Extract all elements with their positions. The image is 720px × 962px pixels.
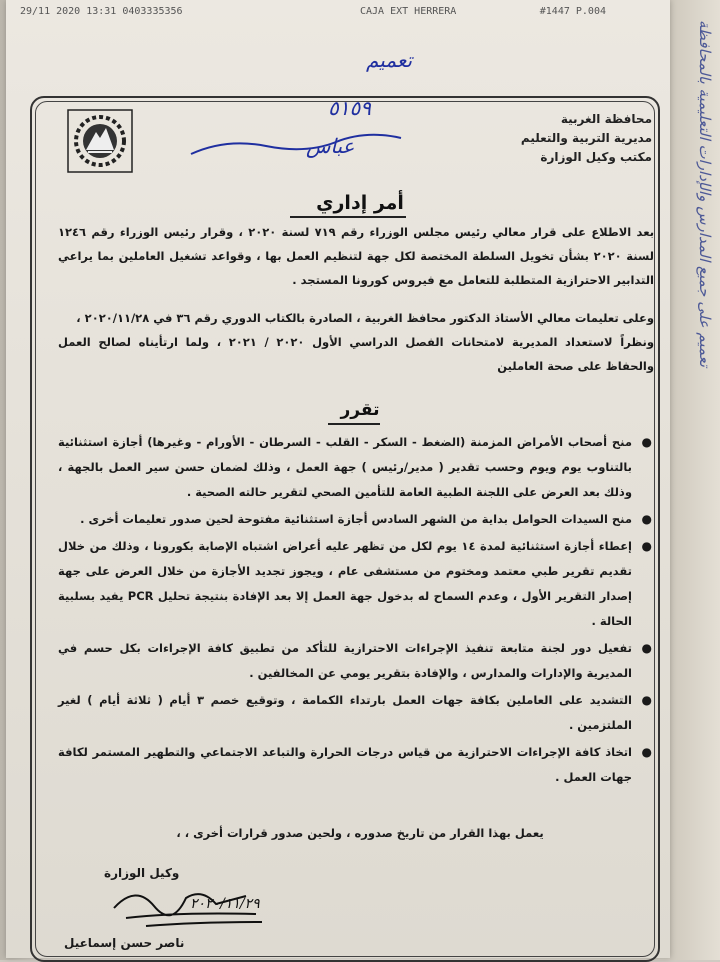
ministry-header bbox=[521, 110, 652, 167]
margin-handwriting: تعميم على جميع المدارس والإدارات التعليمية بالمحافظة bbox=[696, 20, 714, 367]
bullet-icon: ● bbox=[641, 539, 652, 553]
decision-underline bbox=[328, 423, 380, 425]
paragraph-instructions: وعلى تعليمات معالي الأستاذ الدكتور محافظ الغربية ، الصادرة بالكتاب الدوري رقم ٣٦ في ٢٠٢٠/١١/٢٨ ، bbox=[76, 311, 654, 325]
bullet-icon: ● bbox=[641, 745, 652, 759]
handwritten-number: ٥١٥٩ bbox=[328, 96, 371, 120]
document-title: أمر إداري bbox=[316, 192, 404, 214]
header-directorate: مديرية التربية والتعليم bbox=[520, 131, 652, 145]
signature-date: ٢٠٢٠/١١/٢٩ bbox=[190, 896, 260, 912]
fax-header bbox=[20, 6, 606, 22]
bullet-icon: ● bbox=[641, 641, 652, 655]
ministry-emblem-icon bbox=[66, 108, 134, 174]
list-item: ● منح السيدات الحوامل بداية من الشهر السادس أجازة استثنائية مفتوحة لحين صدور تعليمات أخرى . bbox=[58, 507, 654, 532]
decision-list bbox=[58, 430, 654, 792]
signatory-name: ناصر حسن إسماعيل bbox=[64, 936, 185, 950]
handwritten-signature-note: عباس bbox=[306, 134, 355, 158]
list-item: ● إعطاء أجازة استثنائية لمدة ١٤ يوم لكل من تظهر عليه أعراض اشتباه الإصابة بكورونا ، وذلك من خلال تقديم تقرير طبي معتمد ومختوم من مستشفى عام ، ويجوز تجديد الأجازة من خلال العرض على جهة إصدار التقرير الأول ، وعدم السماح له بدخول جهة العمل إلا بعد الإفادة بنتيجة تحليل PCR يفيد بسلبية الحالة . bbox=[58, 534, 654, 634]
bullet-icon: ● bbox=[641, 693, 652, 707]
header-office: مكتب وكيل الوزارة bbox=[540, 150, 652, 164]
paragraph-reasoning: ونظراً لاستعداد المديرية لامتحانات الفصل الدراسي الأول ٢٠٢٠ / ٢٠٢١ ، ولما ارتأيناه لصالح العمل والحفاظ على صحة العاملين bbox=[58, 335, 655, 373]
closing-statement: يعمل بهذا القرار من تاريخ صدوره ، ولحين صدور قرارات أخرى ، ، bbox=[176, 826, 544, 840]
handwritten-signature-icon bbox=[106, 878, 266, 942]
fax-page: #1447 P.004 bbox=[539, 6, 606, 17]
list-item: ● التشديد على العاملين بكافة جهات العمل بارتداء الكمامة ، وتوقيع خصم ٣ أيام ( ثلاثة أيام ) لغير الملتزمين . bbox=[58, 688, 654, 738]
list-item: ● تفعيل دور لجنة متابعة تنفيذ الإجراءات الاحترازية للتأكد من تطبيق كافة الإجراءات بكل حسم في المديرية والإدارات والمدارس ، والإفادة بتقرير يومي عن المخالفين . bbox=[58, 636, 654, 686]
fax-sender: CAJA EXT HERRERA bbox=[360, 6, 457, 17]
adjacent-page-strip bbox=[670, 0, 720, 960]
title-underline bbox=[290, 216, 406, 218]
fax-date-time: 29/11 2020 13:31 0403335356 bbox=[20, 6, 183, 17]
bullet-icon: ● bbox=[641, 512, 652, 526]
decision-heading: تقرر bbox=[340, 400, 380, 420]
bullet-icon: ● bbox=[641, 435, 652, 449]
signatory-role: وكيل الوزارة bbox=[104, 866, 180, 880]
list-item: ● منح أصحاب الأمراض المزمنة (الضغط - السكر - القلب - السرطان - الأورام - وغيرها) أجازة استثنائية بالتناوب يوم ويوم وحسب تقدير ( مدير/رئيس ) جهة العمل ، وذلك لضمان حسن سير العمل بالجهة ، وذلك بعد العرض على اللجنة الطبية العامة للتأمين الصحي لتقرير حالته الصحية . bbox=[58, 430, 654, 505]
header-governorate: محافظة الغربية bbox=[560, 112, 652, 126]
paragraph-preamble: بعد الاطلاع على قرار معالي رئيس مجلس الوزراء رقم ٧١٩ لسنة ٢٠٢٠ ، وقرار رئيس الوزراء رقم ١٢٤٦ لسنة ٢٠٢٠ بشأن تخويل السلطة المختصة لكل جهة لتنظيم العمل بها ، وقواعد تشغيل العاملين بما يراعي التدابير الاحترازية المتطلبة للتعامل مع فيروس كورونا المستجد . bbox=[58, 225, 655, 287]
handwritten-note-top: تعميم bbox=[366, 48, 413, 72]
list-item: ● اتخاذ كافة الإجراءات الاحترازية من قياس درجات الحرارة والتباعد الاجتماعي والتطهير المستمر لكافة جهات العمل . bbox=[58, 740, 654, 790]
